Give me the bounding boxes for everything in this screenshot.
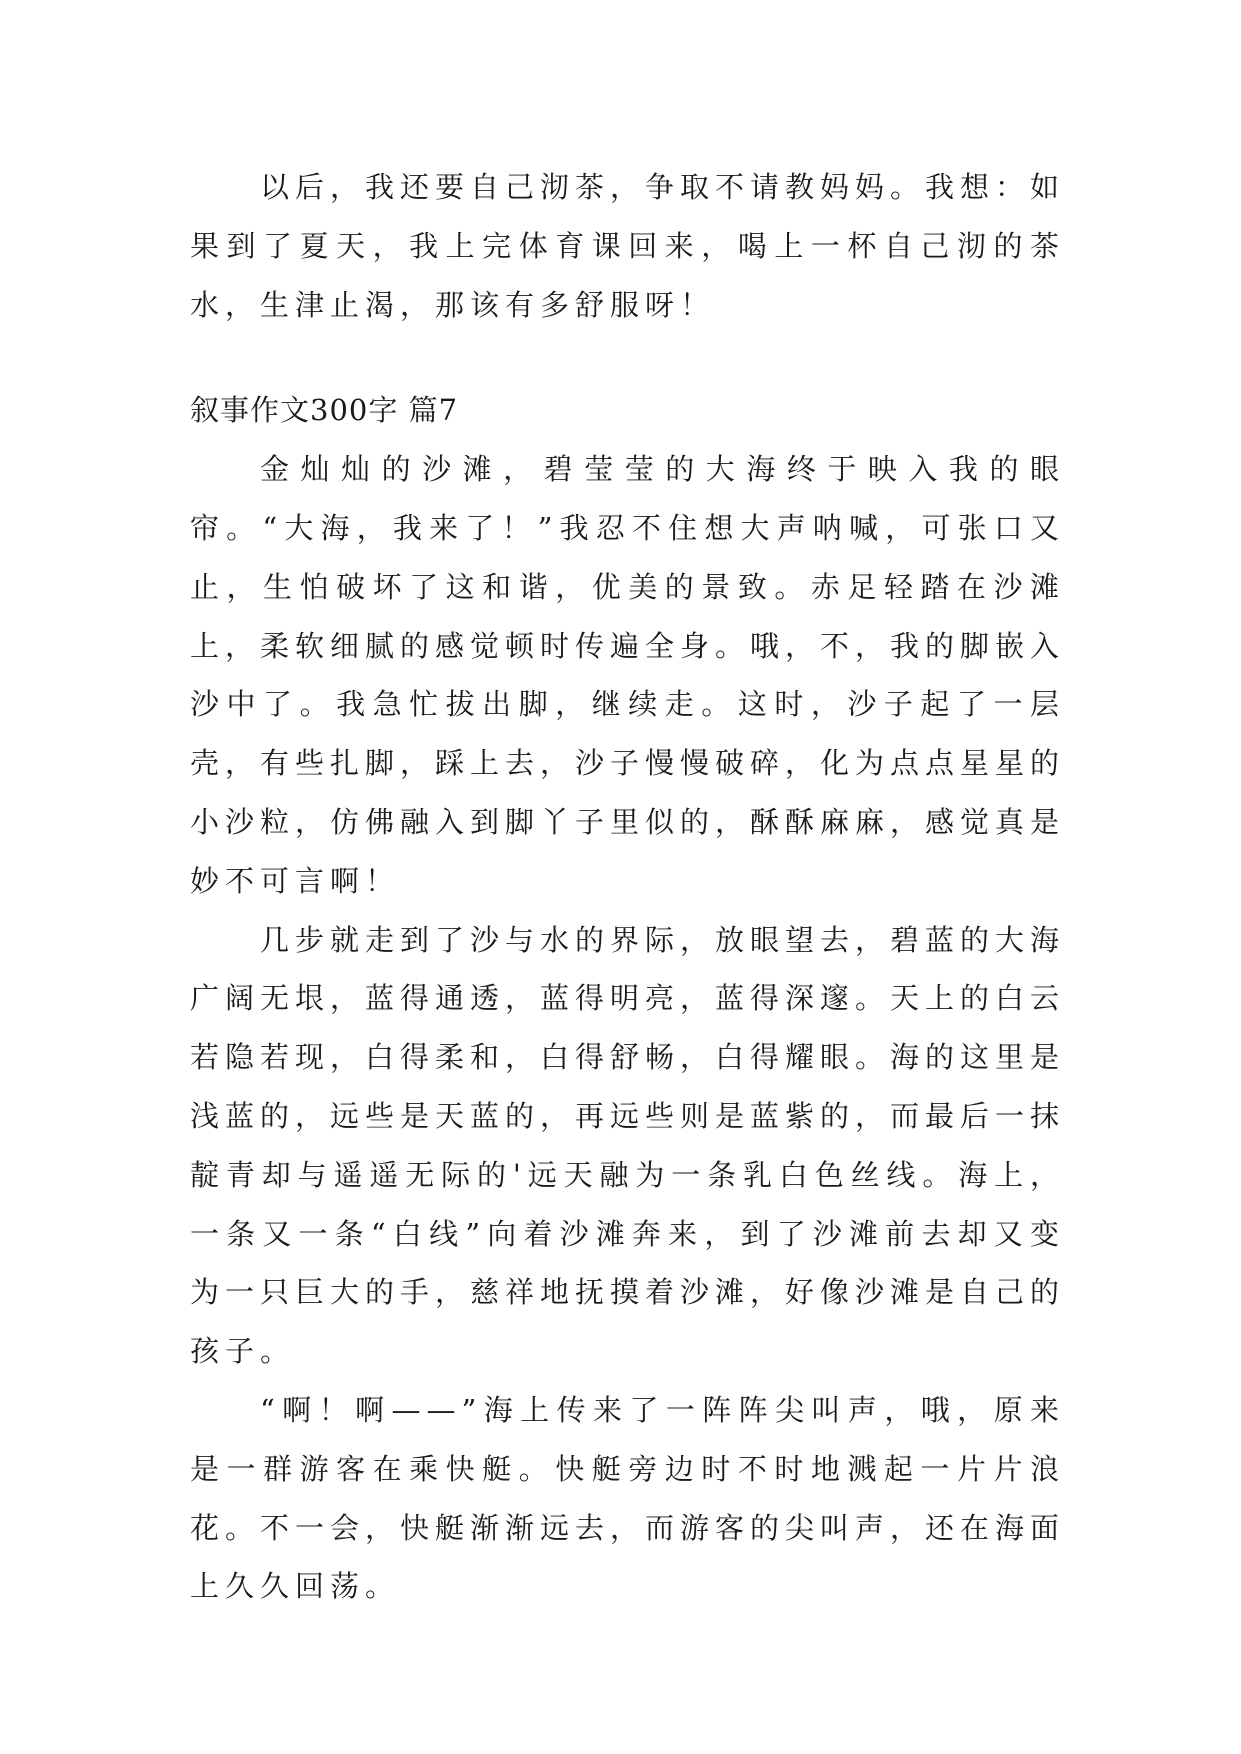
intro-paragraph: 以后，我还要自己沏茶，争取不请教妈妈。我想：如果到了夏天，我上完体育课回来，喝上一杯自己沏的茶水，生津止渴，那该有多舒服呀！ <box>190 170 1066 322</box>
section-title: 叙事作文300字 篇7 <box>190 393 459 428</box>
body-paragraph: 几步就走到了沙与水的界际，放眼望去，碧蓝的大海广阔无垠，蓝得通透，蓝得明亮，蓝得深邃。天上的白云若隐若现，白得柔和，白得舒畅，白得耀眼。海的这里是浅蓝的，远些是天蓝的，再远些则是蓝紫的，而最后一抹靛青却与遥遥无际的'远天融为一条乳白色丝线。海上，一条又一条“白线”向着沙滩奔来，到了沙滩前去却又变为一只巨大的手，慈祥地抚摸着沙滩，好像沙滩是自己的孩子。 <box>190 922 1066 1369</box>
paragraph-spacer <box>190 334 1065 381</box>
body-paragraph: 金灿灿的沙滩，碧莹莹的大海终于映入我的眼帘。“大海，我来了！”我忍不住想大声呐喊，可张口又止，生怕破坏了这和谐，优美的景致。赤足轻踏在沙滩上，柔软细腻的感觉顿时传遍全身。哦，不，我的脚嵌入沙中了。我急忙拔出脚，继续走。这时，沙子起了一层壳，有些扎脚，踩上去，沙子慢慢破碎，化为点点星星的小沙粒，仿佛融入到脚丫子里似的，酥酥麻麻，感觉真是妙不可言啊！ <box>190 452 1066 898</box>
document-body <box>190 158 1065 1616</box>
body-paragraph: “啊！啊——”海上传来了一阵阵尖叫声，哦，原来是一群游客在乘快艇。快艇旁边时不时地溅起一片片浪花。不一会，快艇渐渐远去，而游客的尖叫声，还在海面上久久回荡。 <box>190 1392 1066 1604</box>
